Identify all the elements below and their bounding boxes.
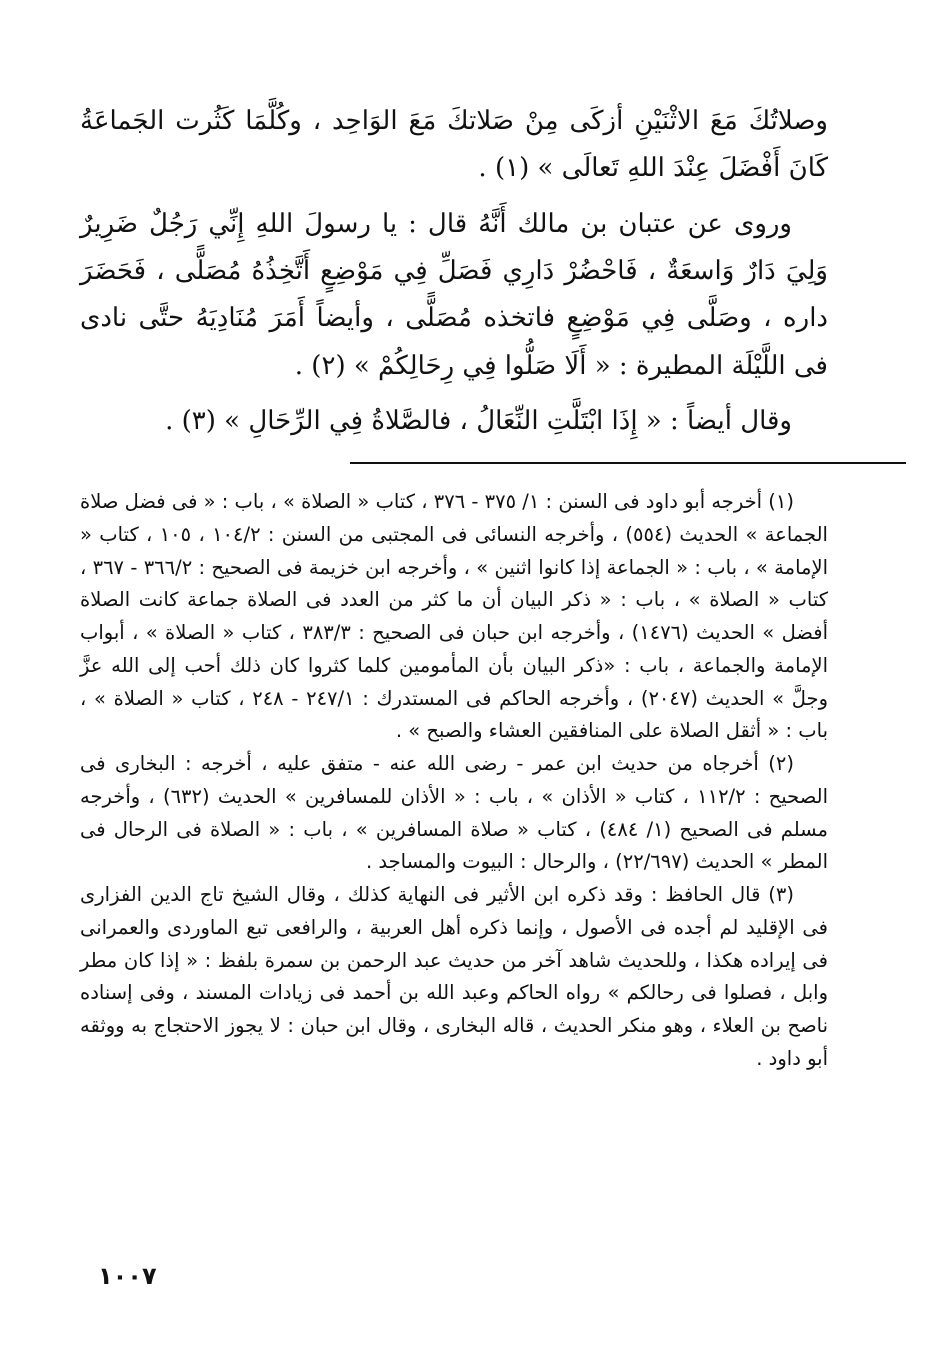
footnote-separator [350, 462, 906, 464]
main-paragraph: وروى عن عتبان بن مالك أَنَّهُ قال : يا رسولَ اللهِ إِنِّي رَجُلٌ ضَرِيرٌ وَلِيَ دَارٌ وَاسعَةٌ ، فَاحْضُرْ دَارِي فَصَلِّ فِي مَوْضِعٍ أَتَّخِذُهُ مُصَلًّى ، فَحَضَرَ داره ، وصَلَّى فِي مَوْضِعٍ فاتخذه مُصَلًّى ، وأيضاً أَمَرَ مُنَادِيَهُ حتَّى نادى فى اللَّيْلَة المطيرة : « أَلَا صَلُّوا فِي رِحَالِكُمْ » (٢) . [80, 208, 828, 381]
page-number: ١٠٠٧ [98, 1262, 157, 1290]
main-text [80, 98, 828, 453]
book-page [80, 0, 828, 1352]
main-paragraph: وصلاتُكَ مَعَ الاثْنَيْنِ أزكَى مِنْ صَلاتكَ مَعَ الوَاحِد ، وكُلَّمَا كَثُرت الجَماعَةُ كَانَ أَفْضَلَ عِنْدَ اللهِ تَعالَى » (١) . [80, 106, 828, 184]
footnote: (٣) قال الحافظ : وقد ذكره ابن الأثير فى النهاية كذلك ، وقال الشيخ تاج الدين الفزارى فى الإقليد لم أجده فى الأصول ، وإنما ذكره أهل العربية ، والرافعى تبع الماوردى والعمرانى فى إيراده هكذا ، وللحديث شاهد آخر من حديث عبد الرحمن بن سمرة بلفظ : « إذا كان مطر وابل ، فصلوا فى رحالكم » رواه الحاكم وعبد الله بن أحمد فى زيادات المسند ، وفى إسناده ناصح بن العلاء ، وهو منكر الحديث ، قاله البخارى ، وقال ابن حبان : لا يجوز الاحتجاج به ووثقه أبو داود . [80, 883, 828, 1070]
footnote: (٢) أخرجاه من حديث ابن عمر - رضى الله عنه - متفق عليه ، أخرجه : البخارى فى الصحيح : ١١٢/٢ ، كتاب « الأذان » ، باب : « الأذان للمسافرين » الحديث (٦٣٢) ، وأخرجه مسلم فى الصحيح (١/ ٤٨٤) ، كتاب « صلاة المسافرين » ، باب : « الصلاة فى الرحال فى المطر » الحديث (٢٢/٦٩٧) ، والرحال : البيوت والمساجد . [80, 752, 828, 874]
footnotes [80, 486, 828, 1076]
main-paragraph: وقال أيضاً : « إِذَا ابْتَلَّتِ النِّعَالُ ، فالصَّلاةُ فِي الرِّحَالِ » (٣) . [165, 405, 792, 436]
footnote: (١) أخرجه أبو داود فى السنن : ١/ ٣٧٥ - ٣٧٦ ، كتاب « الصلاة » ، باب : « فى فضل صلاة الجماعة » الحديث (٥٥٤) ، وأخرجه النسائى فى المجتبى من السنن : ١٠٤/٢ ، ١٠٥ ، كتاب « الإمامة » ، باب : « الجماعة إذا كانوا اثنين » ، وأخرجه ابن خزيمة فى الصحيح : ٣٦٦/٢ - ٣٦٧ ، كتاب « الصلاة » ، باب : « ذكر البيان أن ما كثر من العدد فى الصلاة جماعة كانت الصلاة أفضل » الحديث (١٤٧٦) ، وأخرجه ابن حبان فى الصحيح : ٣٨٣/٣ ، كتاب « الصلاة » ، أبواب الإمامة والجماعة ، باب : «ذكر البيان بأن المأمومين كلما كثروا كان ذلك أحب إلى الله عزَّ وجلَّ » الحديث (٢٠٤٧) ، وأخرجه الحاكم فى المستدرك : ٢٤٧/١ - ٢٤٨ ، كتاب « الصلاة » ، باب : « أثقل الصلاة على المنافقين العشاء والصبح » . [80, 490, 828, 743]
